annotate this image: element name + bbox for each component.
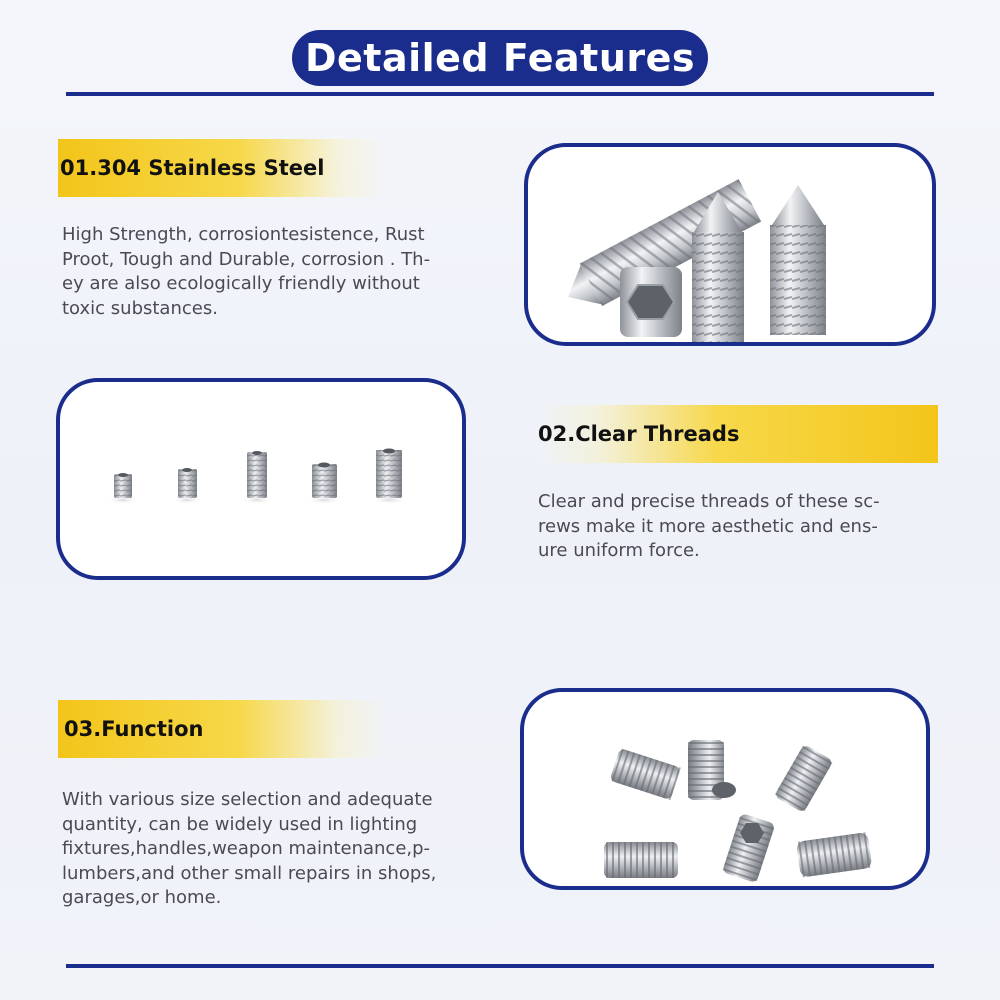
feature-1-banner xyxy=(58,139,388,197)
scattered-set-screws-photo xyxy=(520,688,930,890)
feature-1-heading: 01.304 Stainless Steel xyxy=(60,156,325,180)
bottom-divider xyxy=(66,964,934,968)
feature-2-description: Clear and precise threads of these sc- rews make it more aesthetic and ens- ure uniform force. xyxy=(538,491,880,561)
set-screw-sizes-lineup-photo xyxy=(56,378,466,580)
feature-3-banner xyxy=(58,700,388,758)
feature-1-description: High Strength, corrosiontesistence, Rust Proot, Tough and Durable, corrosion . Th- ey are also ecologically friendly without toxic substances. xyxy=(62,224,431,319)
feature-3-heading: 03.Function xyxy=(64,717,204,741)
cone-point-set-screws-photo xyxy=(524,143,936,346)
feature-3-description: With various size selection and adequate quantity, can be widely used in lighting fixtures,handles,weapon maintenance,p- lumbers,and other small repairs in shops, garages,or home. xyxy=(62,789,437,908)
feature-2-heading: 02.Clear Threads xyxy=(538,422,740,446)
page-title: Detailed Features xyxy=(292,30,708,86)
feature-2-banner xyxy=(538,405,938,463)
top-divider xyxy=(66,92,934,96)
